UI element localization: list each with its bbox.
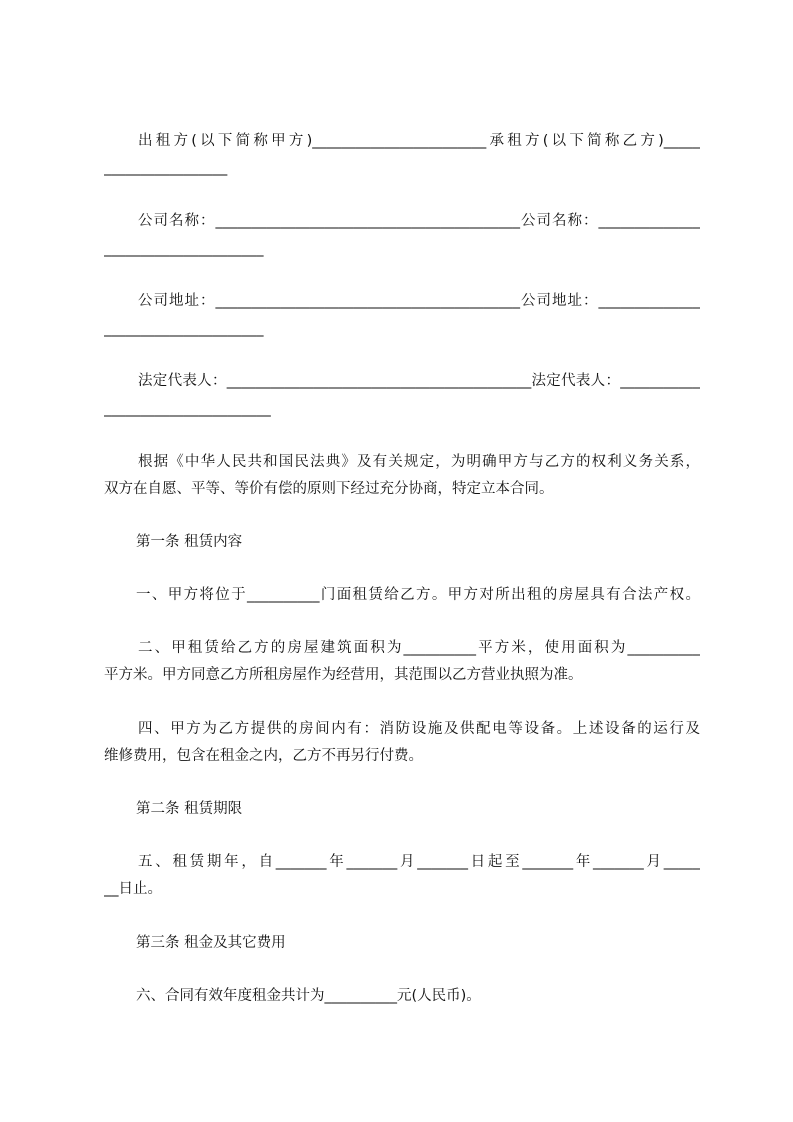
legal-representative-line: 法定代表人：__________________________________________法定代表人：___________ xyxy=(138,373,700,389)
article-1-title: 第一条 租赁内容 xyxy=(136,534,243,550)
preamble-line-2: 双方在自愿、平等、等价有偿的原则下经过充分协商，特定立本合同。 xyxy=(104,481,554,497)
legal-representative-line-cont: _______________________ xyxy=(104,401,271,417)
clause-2-line-1: 二、甲租赁给乙方的房屋建筑面积为__________平方米，使用面积为__________ xyxy=(138,640,700,656)
company-address-line-cont: ______________________ xyxy=(104,321,264,337)
lessor-lessee-line-cont: _________________ xyxy=(104,160,228,176)
company-name-line-cont: ______________________ xyxy=(104,241,264,257)
preamble-line-1: 根据《中华人民共和国民法典》及有关规定，为明确甲方与乙方的权利义务关系， xyxy=(138,454,700,470)
clause-5-line-1: 五、租赁期年，自_______年_______月_______日起至_______年_______月_____ xyxy=(138,854,700,870)
lessor-lessee-line: 出租方(以下简称甲方)________________________承租方(以下简称乙方)_____ xyxy=(138,133,700,149)
company-name-line: 公司名称：__________________________________________公司名称：______________ xyxy=(138,213,700,229)
article-3-title: 第三条 租金及其它费用 xyxy=(136,935,286,951)
company-address-line: 公司地址：__________________________________________公司地址：______________ xyxy=(138,293,700,309)
clause-2-line-2: 平方米。甲方同意乙方所租房屋作为经营用，其范围以乙方营业执照为准。 xyxy=(104,667,583,683)
article-2-title: 第二条 租赁期限 xyxy=(136,801,243,817)
clause-4-line-1: 四、甲方为乙方提供的房间内有：消防设施及供配电等设备。上述设备的运行及 xyxy=(138,721,700,737)
clause-5-line-2: __日止。 xyxy=(104,881,162,897)
clause-6: 六、合同有效年度租金共计为__________元(人民币)。 xyxy=(136,988,481,1004)
clause-4-line-2: 维修费用，包含在租金之内，乙方不再另行付费。 xyxy=(104,748,423,764)
clause-1: 一、甲方将位于__________门面租赁给乙方。甲方对所出租的房屋具有合法产权。 xyxy=(136,587,700,603)
